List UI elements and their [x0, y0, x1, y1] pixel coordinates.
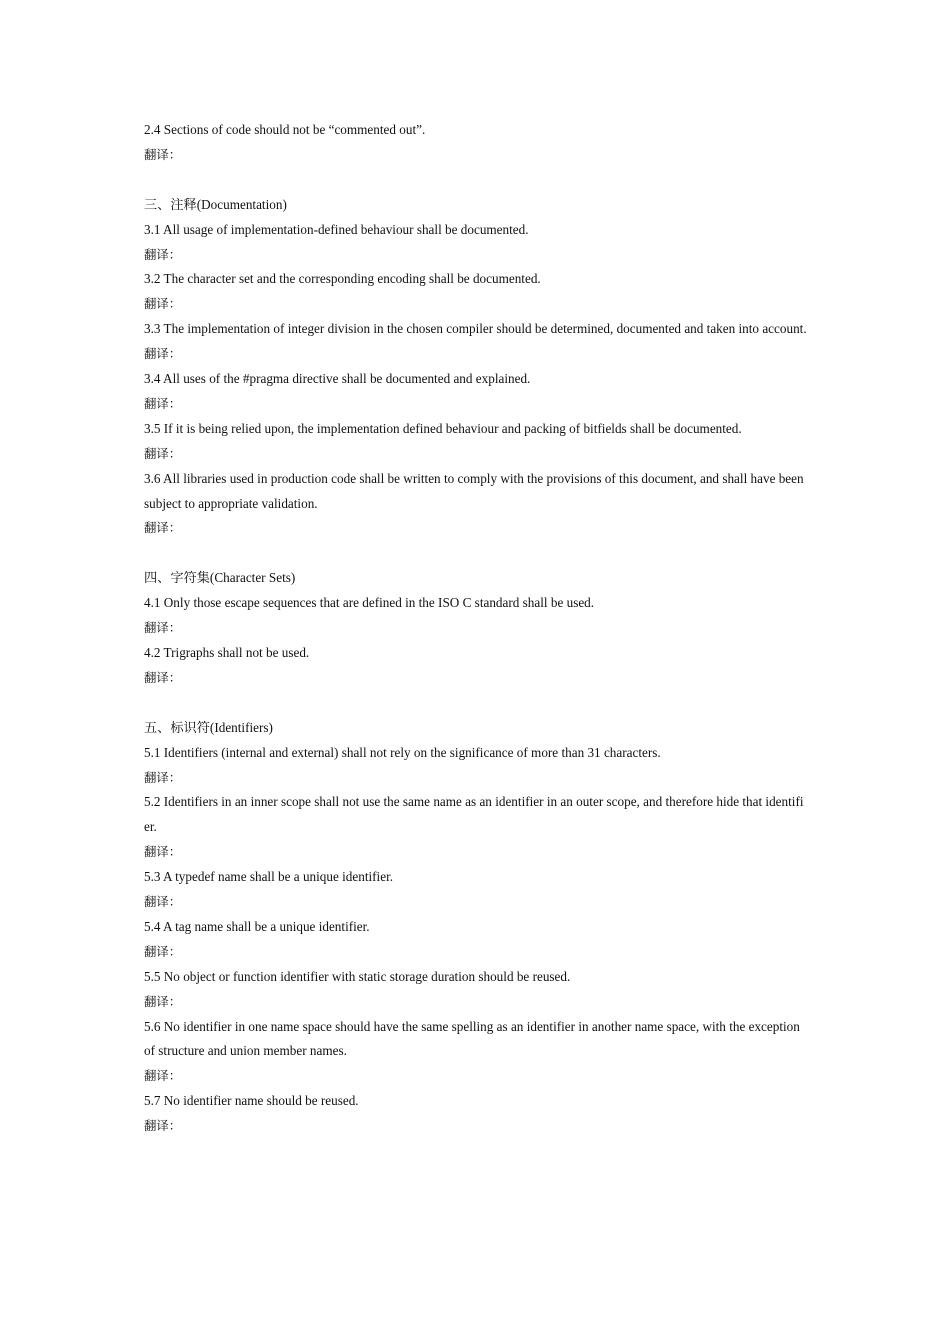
rule-text: 3.5 If it is being relied upon, the implementation defined behaviour and packing of bitfields shall be documented.	[144, 420, 742, 436]
blank-line	[144, 691, 809, 716]
translation-label: 翻译：	[144, 445, 182, 461]
rule-text: 3.6 All libraries used in production code shall be written to comply with the provisions of this document, and shall have been subject to appropriate validation.	[144, 470, 804, 511]
translation-label: 翻译：	[144, 769, 182, 785]
rule-text: 4.2 Trigraphs shall not be used.	[144, 645, 310, 660]
section-heading: 四、字符集(Character Sets)	[144, 570, 296, 586]
rule-text: 5.6 No identifier in one name space should have the same spelling as an identifier in another name space, with the exception of structure and union member names.	[144, 1018, 800, 1059]
section-heading: 五、标识符(Identifiers)	[144, 719, 273, 735]
rule-text: 5.1 Identifiers (internal and external) shall not rely on the significance of more than 31 characters.	[144, 744, 661, 760]
rule-text: 3.2 The character set and the corresponding encoding shall be documented.	[144, 271, 541, 287]
rule-text: 5.7 No identifier name should be reused.	[144, 1093, 359, 1109]
translation-label: 翻译：	[144, 395, 182, 411]
rule-text: 4.1 Only those escape sequences that are defined in the ISO C standard shall be used.	[144, 595, 595, 611]
rule-text: 3.3 The implementation of integer division in the chosen compiler should be determined, documented and taken into account.	[144, 321, 807, 337]
translation-label: 翻译：	[144, 993, 182, 1009]
translation-label: 翻译：	[144, 146, 182, 162]
document-body	[144, 118, 809, 1139]
rule-text: 5.5 No object or function identifier with static storage duration should be reused.	[144, 968, 571, 984]
translation-label: 翻译：	[144, 520, 182, 536]
rule-text: 3.4 All uses of the #pragma directive shall be documented and explained.	[144, 371, 531, 387]
blank-line	[144, 541, 809, 566]
translation-label: 翻译：	[144, 844, 182, 860]
rule-text: 2.4 Sections of code should not be “commented out”.	[144, 122, 426, 137]
rule-text: 5.4 A tag name shall be a unique identifier.	[144, 918, 370, 934]
rule-text: 5.2 Identifiers in an inner scope shall not use the same name as an identifier in an outer scope, and therefore hide that identifier.	[144, 794, 804, 835]
translation-label: 翻译：	[144, 346, 182, 362]
translation-label: 翻译：	[144, 1068, 182, 1084]
blank-line	[144, 168, 809, 193]
rule-text: 5.3 A typedef name shall be a unique identifier.	[144, 869, 394, 885]
translation-label: 翻译：	[144, 943, 182, 959]
translation-label: 翻译：	[144, 296, 182, 312]
rule-text: 3.1 All usage of implementation-defined behaviour shall be documented.	[144, 221, 529, 237]
translation-label: 翻译：	[144, 1118, 182, 1134]
translation-label: 翻译：	[144, 894, 182, 910]
translation-label: 翻译：	[144, 246, 182, 262]
translation-label: 翻译：	[144, 669, 182, 685]
section-heading: 三、注释(Documentation)	[144, 196, 287, 212]
translation-label: 翻译：	[144, 620, 182, 636]
